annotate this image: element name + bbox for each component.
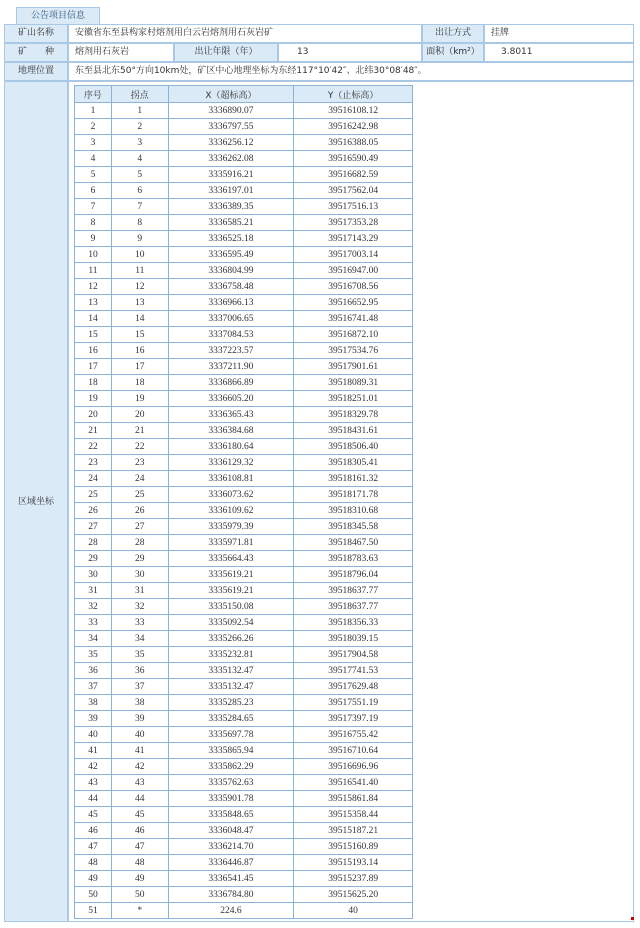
cell-y: 39516755.42	[294, 727, 413, 743]
cell-y: 39516947.00	[294, 263, 413, 279]
cell-x: 3335762.63	[168, 775, 294, 791]
cell-x: 3335619.21	[168, 583, 294, 599]
table-row	[75, 695, 413, 711]
table-row	[75, 839, 413, 855]
table-row	[75, 455, 413, 471]
cell-y: 39516696.96	[294, 759, 413, 775]
table-row	[75, 295, 413, 311]
table-row	[75, 167, 413, 183]
cell-point: 17	[111, 359, 168, 375]
header-x: X（超标高）	[168, 86, 294, 103]
cell-y: 39518089.31	[294, 375, 413, 391]
cell-x: 3336784.80	[168, 887, 294, 903]
cell-point: 33	[111, 615, 168, 631]
cell-index: 38	[75, 695, 112, 711]
coords-label: 区域坐标	[4, 81, 68, 922]
cell-index: 48	[75, 855, 112, 871]
cell-index: 5	[75, 167, 112, 183]
cell-y: 39516652.95	[294, 295, 413, 311]
cell-point: 13	[111, 295, 168, 311]
cell-index: 34	[75, 631, 112, 647]
cell-index: 43	[75, 775, 112, 791]
cell-index: 6	[75, 183, 112, 199]
cell-index: 2	[75, 119, 112, 135]
cell-x: 3336541.45	[168, 871, 294, 887]
cell-point: 47	[111, 839, 168, 855]
cell-x: 3336365.43	[168, 407, 294, 423]
cell-point: 42	[111, 759, 168, 775]
cell-index: 12	[75, 279, 112, 295]
cell-x: 3336758.48	[168, 279, 294, 295]
cell-index: 37	[75, 679, 112, 695]
cell-y: 39517003.14	[294, 247, 413, 263]
term-value: 13	[278, 43, 422, 62]
cell-y: 39515193.14	[294, 855, 413, 871]
cell-x: 3336214.70	[168, 839, 294, 855]
transfer-method-label: 出让方式	[422, 24, 484, 43]
cell-index: 13	[75, 295, 112, 311]
cell-x: 3336595.49	[168, 247, 294, 263]
cell-y: 39515160.89	[294, 839, 413, 855]
cell-index: 18	[75, 375, 112, 391]
cell-point: 46	[111, 823, 168, 839]
cell-point: 38	[111, 695, 168, 711]
cell-index: 45	[75, 807, 112, 823]
cell-index: 16	[75, 343, 112, 359]
cell-y: 39518356.33	[294, 615, 413, 631]
cell-y: 39518506.40	[294, 439, 413, 455]
cell-point: 20	[111, 407, 168, 423]
cell-x: 3335092.54	[168, 615, 294, 631]
cell-y: 39517534.76	[294, 343, 413, 359]
cell-point: 10	[111, 247, 168, 263]
cell-point: 29	[111, 551, 168, 567]
cell-y: 39516708.56	[294, 279, 413, 295]
cell-x: 3337223.57	[168, 343, 294, 359]
cell-index: 1	[75, 103, 112, 119]
cell-point: 48	[111, 855, 168, 871]
table-row	[75, 423, 413, 439]
table-row	[75, 535, 413, 551]
cell-x: 3335979.39	[168, 519, 294, 535]
table-row	[75, 887, 413, 903]
cell-index: 25	[75, 487, 112, 503]
table-row	[75, 791, 413, 807]
cell-y: 39517741.53	[294, 663, 413, 679]
cell-y: 39517904.58	[294, 647, 413, 663]
cell-index: 15	[75, 327, 112, 343]
cell-index: 49	[75, 871, 112, 887]
cell-y: 39516242.98	[294, 119, 413, 135]
table-row	[75, 583, 413, 599]
cell-y: 39515237.89	[294, 871, 413, 887]
cell-point: 35	[111, 647, 168, 663]
coords-body	[75, 103, 413, 919]
cell-index: 10	[75, 247, 112, 263]
cell-y: 39518310.68	[294, 503, 413, 519]
cell-x: 3336446.87	[168, 855, 294, 871]
cell-index: 14	[75, 311, 112, 327]
cell-index: 28	[75, 535, 112, 551]
cell-x: 3335285.23	[168, 695, 294, 711]
cell-y: 39518637.77	[294, 583, 413, 599]
cell-y: 39518467.50	[294, 535, 413, 551]
cell-x: 3335132.47	[168, 663, 294, 679]
table-row	[75, 679, 413, 695]
cell-index: 35	[75, 647, 112, 663]
table-row	[75, 551, 413, 567]
cell-x: 3336180.64	[168, 439, 294, 455]
cell-x: 3335132.47	[168, 679, 294, 695]
table-row	[75, 743, 413, 759]
table-row	[75, 727, 413, 743]
cell-index: 47	[75, 839, 112, 855]
cell-x: 3335697.78	[168, 727, 294, 743]
table-row	[75, 631, 413, 647]
cell-point: 2	[111, 119, 168, 135]
cell-y: 39517143.29	[294, 231, 413, 247]
cell-x: 3335284.65	[168, 711, 294, 727]
cell-x: 3336966.13	[168, 295, 294, 311]
cell-point: 8	[111, 215, 168, 231]
table-row	[75, 215, 413, 231]
mine-name-value: 安徽省东至县构家村熔剂用白云岩熔剂用石灰岩矿	[68, 24, 422, 43]
table-row	[75, 119, 413, 135]
cell-index: 29	[75, 551, 112, 567]
cell-y: 39518251.01	[294, 391, 413, 407]
tab-project-info[interactable]: 公告项目信息	[16, 7, 100, 25]
cell-point: 25	[111, 487, 168, 503]
table-row	[75, 151, 413, 167]
cell-point: 14	[111, 311, 168, 327]
cell-x: 3336384.68	[168, 423, 294, 439]
cell-index: 31	[75, 583, 112, 599]
cell-x: 3335901.78	[168, 791, 294, 807]
cell-point: 49	[111, 871, 168, 887]
cell-y: 39518796.04	[294, 567, 413, 583]
cell-x: 3337084.53	[168, 327, 294, 343]
table-row	[75, 231, 413, 247]
table-row	[75, 567, 413, 583]
table-row	[75, 487, 413, 503]
cell-y: 39518329.78	[294, 407, 413, 423]
table-row	[75, 903, 413, 919]
cell-point: 5	[111, 167, 168, 183]
cell-y: 39515861.84	[294, 791, 413, 807]
cell-y: 39516872.10	[294, 327, 413, 343]
cell-point: 37	[111, 679, 168, 695]
cell-point: 23	[111, 455, 168, 471]
cell-y: 39518171.78	[294, 487, 413, 503]
cell-point: 3	[111, 135, 168, 151]
cell-index: 46	[75, 823, 112, 839]
cell-index: 24	[75, 471, 112, 487]
cell-index: 17	[75, 359, 112, 375]
table-row	[75, 135, 413, 151]
cell-y: 39516710.64	[294, 743, 413, 759]
header-point: 拐点	[111, 86, 168, 103]
table-row	[75, 823, 413, 839]
table-row	[75, 279, 413, 295]
cell-x: 3335865.94	[168, 743, 294, 759]
cell-y: 40	[294, 903, 413, 919]
cell-y: 39516682.59	[294, 167, 413, 183]
table-row	[75, 439, 413, 455]
cell-y: 39515358.44	[294, 807, 413, 823]
cell-x: 3335848.65	[168, 807, 294, 823]
location-value: 东至县北东50°方向10km处，矿区中心地理坐标为东经117°10′42″、北纬30°08′48″。	[68, 62, 634, 81]
cell-x: 3335619.21	[168, 567, 294, 583]
cell-index: 20	[75, 407, 112, 423]
cell-index: 30	[75, 567, 112, 583]
table-row	[75, 343, 413, 359]
cell-y: 39518637.77	[294, 599, 413, 615]
table-row	[75, 471, 413, 487]
cell-y: 39518431.61	[294, 423, 413, 439]
cell-x: 3336605.20	[168, 391, 294, 407]
cell-index: 27	[75, 519, 112, 535]
cell-x: 3335266.26	[168, 631, 294, 647]
table-row	[75, 855, 413, 871]
cell-point: 27	[111, 519, 168, 535]
cell-index: 21	[75, 423, 112, 439]
cell-point: 50	[111, 887, 168, 903]
cell-x: 3336197.01	[168, 183, 294, 199]
cell-index: 50	[75, 887, 112, 903]
cell-point: 24	[111, 471, 168, 487]
cell-index: 22	[75, 439, 112, 455]
cell-index: 3	[75, 135, 112, 151]
cell-y: 39515187.21	[294, 823, 413, 839]
cell-point: 32	[111, 599, 168, 615]
cell-y: 39517397.19	[294, 711, 413, 727]
location-label: 地理位置	[4, 62, 68, 81]
table-row	[75, 375, 413, 391]
mine-name-label: 矿山名称	[4, 24, 68, 43]
area-label: 面积（km²）	[422, 43, 484, 62]
cell-index: 23	[75, 455, 112, 471]
table-row	[75, 103, 413, 119]
table-row	[75, 647, 413, 663]
table-row	[75, 391, 413, 407]
term-label: 出让年限（年）	[174, 43, 278, 62]
table-row	[75, 711, 413, 727]
cell-x: 3335150.08	[168, 599, 294, 615]
cell-index: 11	[75, 263, 112, 279]
mineral-label: 矿 种	[4, 43, 68, 62]
cell-index: 51	[75, 903, 112, 919]
cell-x: 3336256.12	[168, 135, 294, 151]
cell-point: 36	[111, 663, 168, 679]
cell-x: 3335971.81	[168, 535, 294, 551]
cell-y: 39516388.05	[294, 135, 413, 151]
table-row	[75, 263, 413, 279]
cell-x: 3336262.08	[168, 151, 294, 167]
cell-x: 3336108.81	[168, 471, 294, 487]
cell-y: 39517353.28	[294, 215, 413, 231]
cell-index: 4	[75, 151, 112, 167]
cell-x: 3336389.35	[168, 199, 294, 215]
cell-index: 33	[75, 615, 112, 631]
table-row	[75, 407, 413, 423]
header-y: Y（止标高）	[294, 86, 413, 103]
cell-y: 39517562.04	[294, 183, 413, 199]
cell-y: 39516590.49	[294, 151, 413, 167]
table-row	[75, 759, 413, 775]
cell-point: 16	[111, 343, 168, 359]
cell-point: 19	[111, 391, 168, 407]
cell-y: 39518783.63	[294, 551, 413, 567]
cell-point: 12	[111, 279, 168, 295]
coords-header-row	[75, 86, 413, 103]
cell-index: 36	[75, 663, 112, 679]
table-row	[75, 503, 413, 519]
cell-point: 15	[111, 327, 168, 343]
cell-point: *	[111, 903, 168, 919]
cell-point: 18	[111, 375, 168, 391]
table-row	[75, 519, 413, 535]
cell-index: 8	[75, 215, 112, 231]
cell-x: 3336890.07	[168, 103, 294, 119]
cell-x: 3336797.55	[168, 119, 294, 135]
cell-index: 32	[75, 599, 112, 615]
cell-x: 3335664.43	[168, 551, 294, 567]
cell-y: 39518161.32	[294, 471, 413, 487]
cell-index: 9	[75, 231, 112, 247]
cell-x: 3336129.32	[168, 455, 294, 471]
cell-point: 7	[111, 199, 168, 215]
cell-index: 19	[75, 391, 112, 407]
coords-table	[74, 85, 413, 919]
table-row	[75, 663, 413, 679]
cell-x: 3335916.21	[168, 167, 294, 183]
cell-y: 39517901.61	[294, 359, 413, 375]
cell-x: 3335232.81	[168, 647, 294, 663]
cell-point: 4	[111, 151, 168, 167]
table-row	[75, 599, 413, 615]
cell-x: 3336048.47	[168, 823, 294, 839]
cell-x: 3336525.18	[168, 231, 294, 247]
table-row	[75, 359, 413, 375]
cell-point: 31	[111, 583, 168, 599]
cell-index: 39	[75, 711, 112, 727]
cell-point: 6	[111, 183, 168, 199]
corner-mark	[631, 917, 634, 920]
cell-y: 39516741.48	[294, 311, 413, 327]
cell-point: 21	[111, 423, 168, 439]
cell-y: 39518305.41	[294, 455, 413, 471]
cell-x: 3336109.62	[168, 503, 294, 519]
cell-index: 7	[75, 199, 112, 215]
cell-y: 39516108.12	[294, 103, 413, 119]
cell-point: 39	[111, 711, 168, 727]
cell-x: 3337211.90	[168, 359, 294, 375]
cell-y: 39518345.58	[294, 519, 413, 535]
cell-point: 9	[111, 231, 168, 247]
cell-x: 224.6	[168, 903, 294, 919]
mineral-value: 熔剂用石灰岩	[68, 43, 174, 62]
cell-point: 22	[111, 439, 168, 455]
cell-y: 39517629.48	[294, 679, 413, 695]
cell-y: 39516541.40	[294, 775, 413, 791]
table-row	[75, 247, 413, 263]
cell-y: 39517551.19	[294, 695, 413, 711]
cell-point: 41	[111, 743, 168, 759]
cell-y: 39518039.15	[294, 631, 413, 647]
cell-x: 3336866.89	[168, 375, 294, 391]
cell-y: 39515625.20	[294, 887, 413, 903]
cell-x: 3335862.29	[168, 759, 294, 775]
cell-x: 3336804.99	[168, 263, 294, 279]
cell-index: 42	[75, 759, 112, 775]
cell-index: 44	[75, 791, 112, 807]
cell-point: 28	[111, 535, 168, 551]
cell-x: 3336073.62	[168, 487, 294, 503]
cell-point: 40	[111, 727, 168, 743]
cell-index: 26	[75, 503, 112, 519]
cell-point: 11	[111, 263, 168, 279]
transfer-method-value: 挂牌	[484, 24, 634, 43]
header-index: 序号	[75, 86, 112, 103]
cell-point: 26	[111, 503, 168, 519]
table-row	[75, 775, 413, 791]
cell-index: 40	[75, 727, 112, 743]
area-value: 3.8011	[484, 43, 634, 62]
cell-point: 30	[111, 567, 168, 583]
table-row	[75, 807, 413, 823]
cell-point: 44	[111, 791, 168, 807]
cell-x: 3337006.65	[168, 311, 294, 327]
table-row	[75, 183, 413, 199]
cell-point: 43	[111, 775, 168, 791]
table-row	[75, 871, 413, 887]
table-row	[75, 199, 413, 215]
cell-point: 1	[111, 103, 168, 119]
cell-point: 45	[111, 807, 168, 823]
cell-point: 34	[111, 631, 168, 647]
table-row	[75, 311, 413, 327]
table-row	[75, 615, 413, 631]
cell-index: 41	[75, 743, 112, 759]
cell-y: 39517516.13	[294, 199, 413, 215]
cell-x: 3336585.21	[168, 215, 294, 231]
table-row	[75, 327, 413, 343]
